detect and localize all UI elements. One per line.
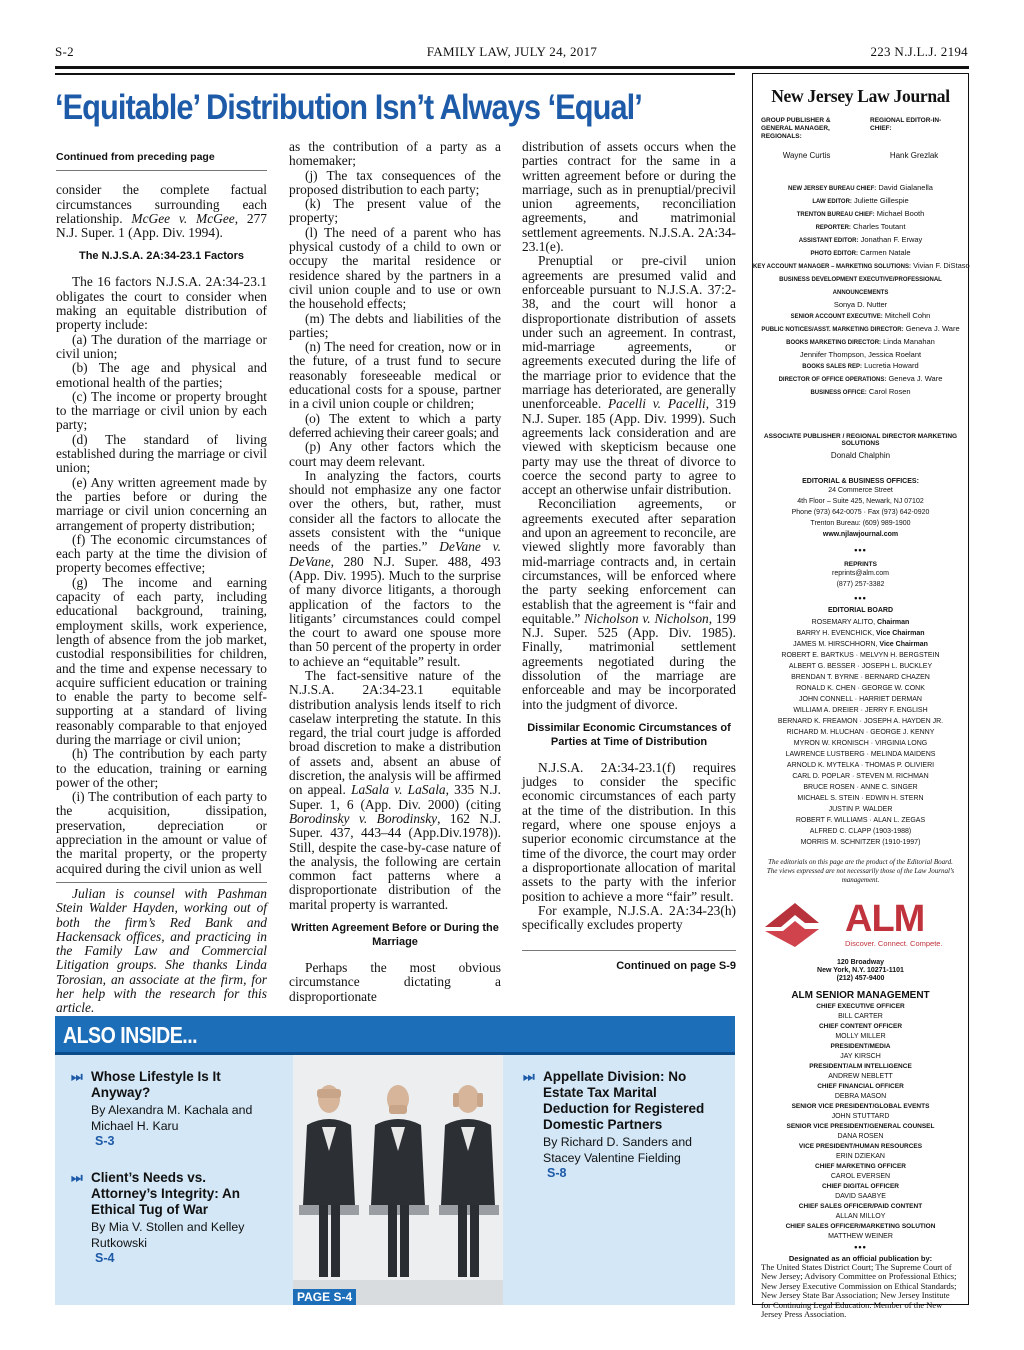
associate-publisher: ASSOCIATE PUBLISHER / REGIONAL DIRECTOR MARKETING SOLUTIONS Donald Chalphin	[763, 433, 958, 460]
factor-h: (h) The contribution by each party to the education, training or earning power of the other;	[56, 746, 267, 790]
paragraph: N.J.S.A. 2A:34-23.1(f) requires judges to consider the specific economic circumstances of each party at the time of the distribution. In this regard, where one spouse enjoys a superior economic circumstance at the time of the divorce, the court may order a disproportionate allocation of marital assets to the party with the inferior position to achieve a more “fair” result.	[522, 759, 736, 904]
masthead-top-names: Wayne Curtis Hank Grezlak	[782, 151, 939, 160]
headline-rule	[55, 73, 735, 75]
alm-tagline: Discover. Connect. Compete.	[845, 938, 943, 948]
paragraph: In analyzing the factors, courts should not emphasize any one factor over the others, but, rather, must consider all the factors to allocate the assets consistent with the “unique needs of the parties.” DeVane v. DeVane, 280 N.J. Super. 488, 493 (App. Div. 1995). Much to the surprise of many divorce litigants, a thorough application of the factors to the litigants’ circumstances could compel the court to award one spouse more than 50 percent of the property in order to achieve an “equitable” result.	[289, 467, 501, 669]
factor-e: (e) Any written agreement made by the parties before or during the marriage or civil union concerning an arrangement of property distribution;	[56, 474, 267, 533]
item-page: S-3	[95, 1134, 115, 1148]
paragraph: The fact-sensitive nature of the N.J.S.A. 2A:34-23.1 equitable distribution analysis lends itself to rich caselaw interpreting the statute. In this regard, the trial court judge is afforded broad discretion to make a distribution of assets and, absent an abuse of discretion, the analysis will be affirmed on appeal. LaSala v. LaSala, 335 N.J. Super. 1, 6 (App. Div. 2000) (citing Borodinsky v. Borodinsky, 162 N.J. Super. 437, 443–44 (App.Div.1978)). Still, despite the case-by-case nature of the analysis, the following are certain common fact patterns where a disproportionate distribution of the marital property is warranted.	[289, 667, 501, 912]
factor-o: (o) The extent to which a party deferred achieving their career goals; and	[289, 410, 501, 440]
factor-i: (i) The contribution of each party to the acquisition, dissipation, preservation, depreciation or appreciation in the amount or value of the marital property, or the property acquired during the civil union as well	[56, 789, 267, 876]
case-name: McGee v. McGee	[131, 210, 235, 226]
photo-page-tag[interactable]: PAGE S-4	[293, 1289, 356, 1305]
factor-n: (n) The need for creation, now or in the future, of a trust fund to secure reasonably foreseeable medical or educational costs for a spouse, partner in a civil union couple or children;	[289, 339, 501, 412]
alm-address: 120 Broadway New York, N.Y. 10271-1101 (212) 457-9400	[817, 958, 904, 982]
divider-dots: •••	[854, 1241, 867, 1252]
paragraph: Prenuptial or pre-civil union agreements are presumed valid and enforceable pursuant to N.J.S.A. 37:2-38, and the court will honor a disproportionate distribution of assets under such an agreement. In contrast, mid-marriage agreements, or agreements executed during the life of the marriage prior to evidence that the marriage has deteriorated, are generally unenforceable. Pacelli v. Pacelli, 319 N.J. Super. 185 (App. Div. 1999). Such agreements lack consideration and are viewed with skepticism because one party may use the threat of divorce to coerce the second party to agree to accept an otherwise unfair distribution.	[522, 253, 737, 498]
photo-illustration	[293, 1055, 503, 1305]
also-inside-box	[55, 1016, 735, 1305]
subhead: Dissimilar Economic Circumstances of Parties at Time of Distribution	[527, 721, 731, 748]
headline: ‘Equitable’ Distribution Isn’t Always ‘Equal’	[55, 88, 642, 127]
masthead-top-labels: GROUP PUBLISHER & GENERAL MANAGER, REGIONALS: REGIONAL EDITOR-IN-CHIEF:	[761, 117, 942, 140]
offices: EDITORIAL & BUSINESS OFFICES: 24 Commerce Street 4th Floor – Suite 425, Newark, NJ 07102 Phone (973) 642-0075 · Fax (973) 642-0920 Trenton Bureau: (609) 989-1900 www.njlawjournal.com	[753, 478, 968, 540]
paragraph: as the contribution of a party as a homemaker;	[289, 139, 501, 169]
paragraph: For example, N.J.S.A. 2A:34-23(h) specifically excludes property	[522, 902, 736, 933]
factor-g: (g) The income and earning capacity of each party, including educational background, training, employment skills, work experience, length of absence from the job market, custodial responsibilities for children, and the time and expense necessary to acquire sufficient education or training to enable the party to become self-supporting at a standard of living reasonably comparable to that enjoyed during the marriage or civil union;	[56, 574, 267, 747]
alm-senior-management: ALM SENIOR MANAGEMENT CHIEF EXECUTIVE OFFICER BILL CARTER CHIEF CONTENT OFFICER MOLLY MILLER PRESIDENT/MEDIA JAY KIRSCH PRESIDENT/ALM INTELLIGENCE ANDREW NEBLETT CHIEF FINANCIAL OFFICER DEBRA MASON SENIOR VICE PRESIDENT/GLOBAL EVENTS JOHN STUTTARD SENIOR VICE PRESIDENT/GENERAL COUNSEL DANA ROSEN VICE PRESIDENT/HUMAN RESOURCES ERIN DZIEKAN CHIEF MARKETING OFFICER CAROL EVERSEN CHIEF DIGITAL OFFICER DAVID SAABYE CHIEF SALES OFFICER/PAID CONTENT ALLAN MILLOY CHIEF SALES OFFICER/MARKETING SOLUTION MATTHEW WEINER	[785, 989, 936, 1240]
article-column-3	[522, 140, 736, 974]
subhead: Written Agreement Before or During the Marriage	[291, 922, 499, 949]
author-bio: Julian is counsel with Pashman Stein Walder Hayden, working out of both the firm’s Red Bank and Hackensack offices, and practicing in the Family Law and Commercial Litigation groups. She thanks Linda Torosian, an associate at the firm, for her help with the research for this article.	[56, 882, 267, 1016]
case-name: DeVane v. DeVane	[289, 539, 501, 569]
item-title: Whose Lifestyle Is It Anyway?	[91, 1069, 221, 1100]
divider-dots: •••	[854, 592, 867, 603]
page-number: S-2	[55, 44, 74, 59]
item-title: Appellate Division: No Estate Tax Marital Deduction for Registered Domestic Partners	[543, 1069, 705, 1132]
item-byline: By Richard D. Sanders and Stacey Valentine Fielding	[543, 1135, 693, 1165]
alm-wordmark: ALM	[845, 897, 925, 940]
masthead	[752, 73, 970, 1320]
factor-m: (m) The debts and liabilities of the parties;	[289, 310, 501, 340]
reprints: REPRINTS reprints@alm.com (877) 257-3382	[753, 561, 968, 590]
alm-logo	[753, 895, 968, 953]
paragraph: Perhaps the most obvious circumstance dictating a disproportionate	[289, 960, 501, 1004]
divider-dots: •••	[854, 544, 867, 555]
factor-k: (k) The present value of the property;	[289, 196, 501, 226]
item-page: S-8	[547, 1166, 567, 1180]
continued-on-link[interactable]: Continued on page S-9	[522, 950, 736, 973]
factor-p: (p) Any other factors which the court may deem relevant.	[289, 439, 501, 469]
case-name: Borodinsky v. Borodinsky	[289, 810, 438, 826]
item-page: S-4	[95, 1251, 115, 1265]
case-name: LaSala v. LaSala	[351, 782, 446, 798]
item-byline: By Mia V. Stollen and Kelley Rutkowski	[91, 1220, 245, 1250]
also-inside-item[interactable]	[523, 1069, 723, 1180]
case-name: Pacelli v. Pacelli	[608, 396, 706, 412]
factor-b: (b) The age and physical and emotional health of the parties;	[56, 360, 267, 390]
top-rule	[55, 66, 969, 69]
subhead: The N.J.S.A. 2A:34-23.1 Factors	[78, 250, 245, 263]
staff-list: NEW JERSEY BUREAU CHIEF: David Gialanella LAW EDITOR: Juliette Gillespie TRENTON BUREAU CHIEF: Michael Booth REPORTER: Charles Toutant ASSISTANT EDITOR: Jonathan F. Erway PHOTO EDITOR: Carmen Natale KEY ACCOUNT MANAGER – MARKETING SOLUTIONS: Vivian F. DiStaso BUSINESS DEVELOPMENT EXECUTIVE/PROFESSIONAL ANNOUNCEMENTS Sonya D. Nutter SENIOR ACCOUNT EXECUTIVE: Mitchell Cohn PUBLIC NOTICES/ASST. MARKETING DIRECTOR: Geneva J. Ware BOOKS MARKETING DIRECTOR: Linda Manahan Jennifer Thompson, Jessica Roelant BOOKS SALES REP: Lucretia Howard DIRECTOR OF OFFICE OPERATIONS: Geneva J. Ware BUSINESS OFFICE: Carol Rosen	[753, 183, 970, 396]
factor-d: (d) The standard of living established during the marriage or civil union;	[56, 431, 267, 476]
paragraph: consider the complete factual circumstances surrounding each relationship. McGee v. McGee, 277 N.J. Super. 1 (App. Div. 1994).	[56, 182, 267, 241]
official-publication: Designated as an official publication by: The United States District Court; The Supreme Court of New Jersey; Advisory Committee on Professional Ethics; New Jersey Executive Commission on Ethical Standards; New Jersey State Bar Association; New Jersey Institute for Continuing Legal Education. Member of the New Jersey Press Association.	[761, 1253, 957, 1320]
nj-law-journal-logo: New Jersey Law Journal	[771, 86, 950, 106]
three-businessmen-photo	[293, 1055, 503, 1305]
editorial-board: EDITORIAL BOARD ROSEMARY ALITO, Chairman BARRY H. EVENCHICK, Vice Chairman JAMES M. HIRSCHHORN, Vice Chairman ROBERT E. BARTKUS · MELVYN H. BERGSTEIN ALBERT G. BESSER · JOSEPH L. BUCKLEY BRENDAN T. BYRNE · BERNARD CHAZEN RONALD K. CHEN · GEORGE W. CONK JOHN CONNELL · HARRIET DERMAN WILLIAM A. DREIER · JERRY F. ENGLISH BERNARD K. FREAMON · JOSEPH A. HAYDEN JR. RICHARD M. HLUCHAN · GEORGE J. KENNY MYRON W. KRONISCH · VIRGINIA LONG LAWRENCE LUSTBERG · MELINDA MAIDENS ARNOLD K. MYTELKA · THOMAS P. OLIVIERI CARL D. POPLAR · STEVEN M. RICHMAN BRUCE ROSEN · ANNE C. SINGER MICHAEL S. STEIN · EDWIN H. STERN JUSTIN P. WALDER ROBERT F. WILLIAMS · ALAN L. ZEGAS ALFRED C. CLAPP (1903-1988) MORRIS M. SCHNITZER (1910-1997)	[777, 606, 944, 846]
paragraph: distribution of assets occurs when the parties contract for the same in a written agreement before or during the marriage, such as in prenuptial/precivil union agreements, reconciliation agreements, and matrimonial settlement agreements. N.J.S.A. 2A:34-23.1(e).	[522, 139, 736, 255]
skip-forward-icon: ⏭	[523, 1069, 535, 1084]
article-column-1	[56, 150, 267, 1016]
item-title: Client’s Needs vs. Attorney’s Integrity: An Ethical Tug of War	[91, 1170, 241, 1217]
case-name: Nicholson v. Nicholson	[584, 610, 709, 626]
skip-forward-icon: ⏭	[71, 1170, 83, 1185]
factor-l: (l) The need of a parent who has physical custody of a child to own or occupy the marital residence or residence shared by the partners in a civil union couple and to use or own the household effects;	[289, 224, 501, 312]
factor-f: (f) The economic circumstances of each party at the time the division of property becomes effective;	[56, 531, 267, 576]
also-inside-title: ALSO INSIDE...	[63, 1022, 198, 1048]
also-inside-header	[55, 1016, 735, 1055]
factor-j: (j) The tax consequences of the proposed distribution to each party;	[289, 167, 501, 197]
also-inside-item[interactable]	[71, 1170, 266, 1265]
article-column-2	[289, 140, 501, 1004]
skip-forward-icon: ⏭	[71, 1069, 83, 1084]
item-byline: By Alexandra M. Kachala and Michael H. Karu	[91, 1103, 253, 1133]
reprints-email[interactable]: reprints@alm.com	[832, 569, 889, 577]
section-date: FAMILY LAW, JULY 24, 2017	[426, 44, 598, 59]
volume-cite: 223 N.J.L.J. 2194	[870, 44, 968, 59]
continued-from: Continued from preceding page	[56, 150, 267, 171]
factor-a: (a) The duration of the marriage or civil union;	[56, 331, 267, 361]
website-link[interactable]: www.njlawjournal.com	[822, 530, 899, 538]
disclaimer: The editorials on this page are the product of the Editorial Board. The views expressed are not necessarily those of the Law Journal’s management.	[766, 857, 955, 884]
paragraph: The 16 factors N.J.S.A. 2A:34-23.1 obligates the court to consider when making an equitable distribution of property include:	[56, 274, 267, 333]
factor-c: (c) The income or property brought to the marriage or civil union by each party;	[56, 388, 267, 433]
paragraph: Reconciliation agreements, or agreements executed after separation and upon an agreement to reconcile, are viewed slightly more favorably than mid-marriage contracts and, in certain circumstances, will be enforced where the party seeking enforcement can establish that the agreement is “fair and equitable.” Nicholson v. Nicholson, 199 N.J. Super. 525 (App. Div. 1985). Finally, matrimonial settlement agreements negotiated during the dissolution of the marriage are enforceable and may be incorporated into the judgment of divorce.	[522, 496, 736, 712]
also-inside-item[interactable]	[71, 1069, 266, 1148]
